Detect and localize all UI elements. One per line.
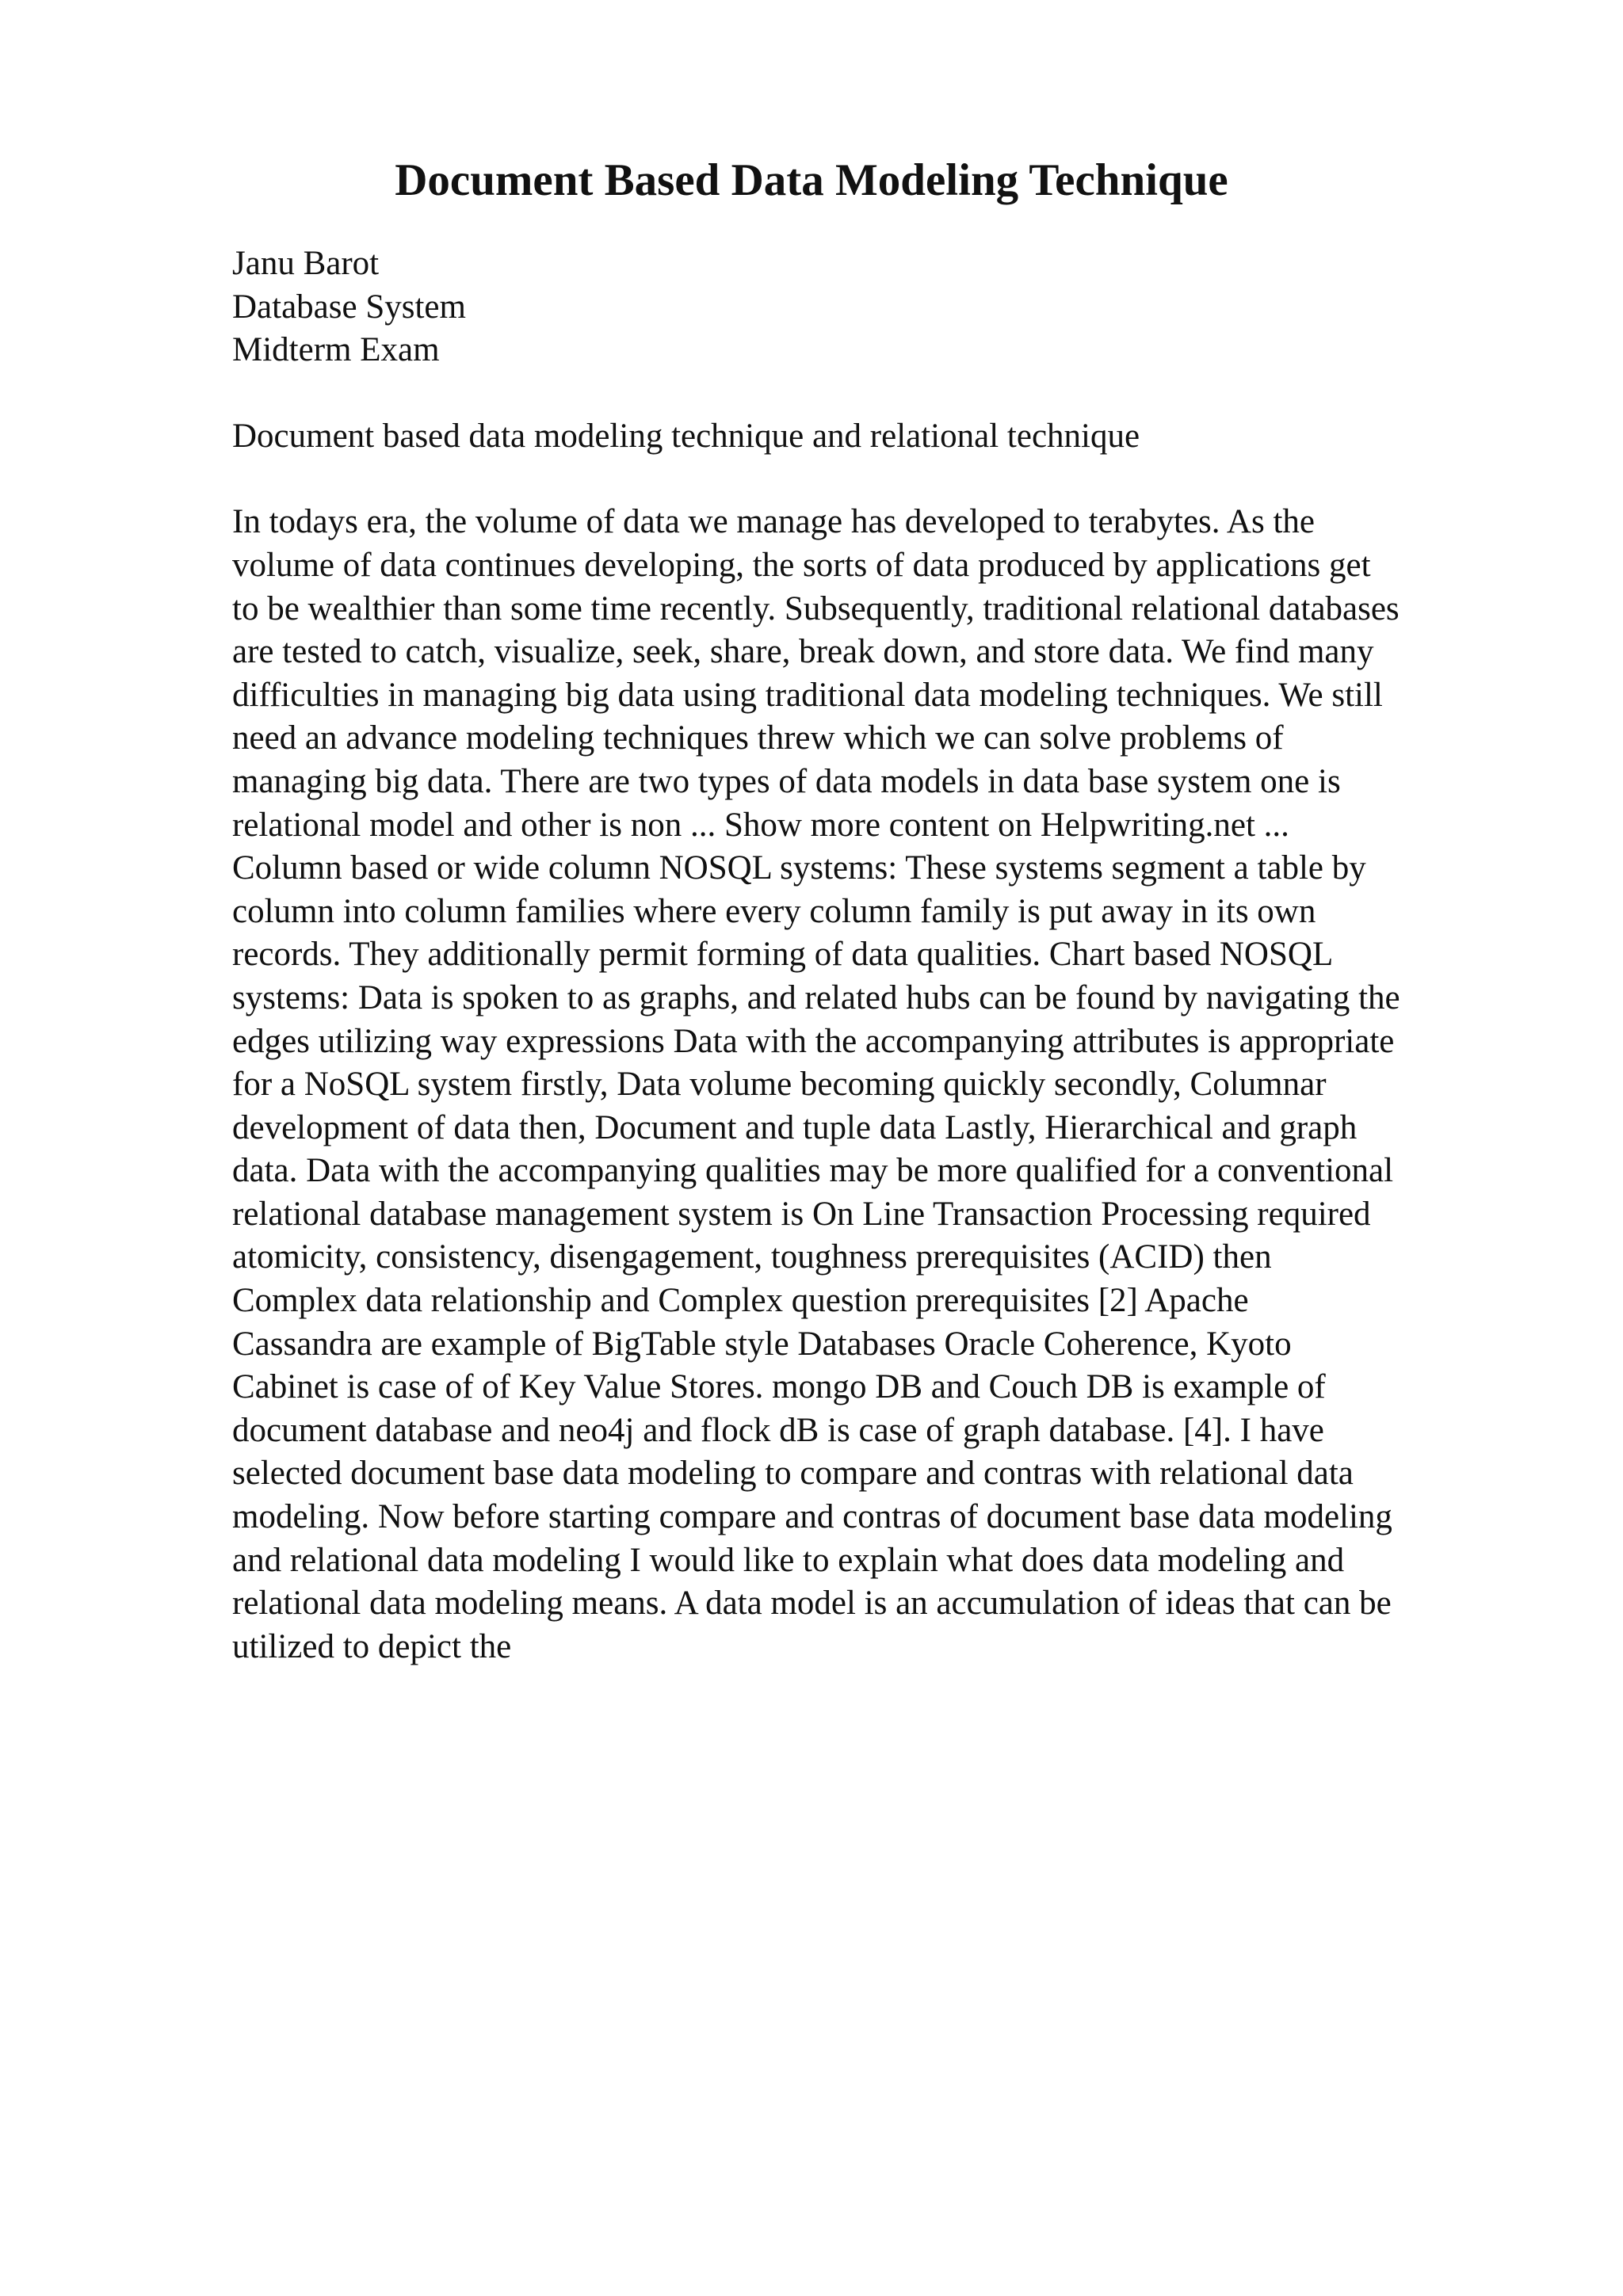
body-line: and relational data modeling I would like to explain what does data modeling and [232, 1541, 1345, 1579]
body-paragraph [232, 501, 1516, 1669]
body-line: modeling. Now before starting compare and contras of document base data modeling [232, 1498, 1392, 1536]
body-line: relational database management system is On Line Transaction Processing required [232, 1195, 1371, 1233]
body-line: records. They additionally permit forming of data qualities. Chart based NOSQL [232, 936, 1334, 974]
course-name: Database System [232, 288, 466, 326]
body-line: edges utilizing way expressions Data with the accompanying attributes is appropriate [232, 1022, 1395, 1060]
document-title: Document Based Data Modeling Technique [395, 155, 1228, 205]
body-line: volume of data continues developing, the sorts of data produced by applications get [232, 546, 1371, 584]
body-line: relational model and other is non ... Show more content on Helpwriting.net ... [232, 806, 1289, 844]
body-line: document database and neo4j and flock dB is case of graph database. [4]. I have [232, 1411, 1324, 1449]
body-line: difficulties in managing big data using traditional data modeling techniques. We still [232, 676, 1383, 714]
body-line: managing big data. There are two types of data models in data base system one is [232, 762, 1341, 800]
body-line: to be wealthier than some time recently. Subsequently, traditional relational databases [232, 589, 1400, 627]
body-line: selected document base data modeling to compare and contras with relational data [232, 1455, 1354, 1493]
body-line: for a NoSQL system firstly, Data volume becoming quickly secondly, Columnar [232, 1066, 1327, 1104]
author-name: Janu Barot [232, 245, 380, 282]
author-block [232, 242, 1516, 372]
body-line: In todays era, the volume of data we manage has developed to terabytes. As the [232, 503, 1315, 541]
document-subtitle: Document based data modeling technique and relational technique [232, 417, 1140, 455]
exam-name: Midterm Exam [232, 331, 440, 369]
body-line: development of data then, Document and tuple data Lastly, Hierarchical and graph [232, 1108, 1358, 1146]
body-line: systems: Data is spoken to as graphs, and related hubs can be found by navigating the [232, 978, 1400, 1016]
body-line: column into column families where every column family is put away in its own [232, 892, 1316, 930]
body-line: Column based or wide column NOSQL systems: These systems segment a table by [232, 849, 1366, 887]
body-line: data. Data with the accompanying qualities may be more qualified for a conventional [232, 1152, 1394, 1190]
body-line: utilized to depict the [232, 1627, 512, 1665]
body-line: are tested to catch, visualize, seek, share, break down, and store data. We find many [232, 633, 1374, 671]
body-line: Complex data relationship and Complex question prerequisites [2] Apache [232, 1282, 1249, 1320]
body-line: atomicity, consistency, disengagement, toughness prerequisites (ACID) then [232, 1238, 1272, 1276]
body-line: relational data modeling means. A data model is an accumulation of ideas that can be [232, 1585, 1392, 1623]
body-line: Cassandra are example of BigTable style Databases Oracle Coherence, Kyoto [232, 1325, 1292, 1363]
document-content [232, 242, 1516, 1669]
body-line: Cabinet is case of of Key Value Stores. mongo DB and Couch DB is example of [232, 1368, 1326, 1406]
body-line: need an advance modeling techniques threw which we can solve problems of [232, 719, 1284, 757]
